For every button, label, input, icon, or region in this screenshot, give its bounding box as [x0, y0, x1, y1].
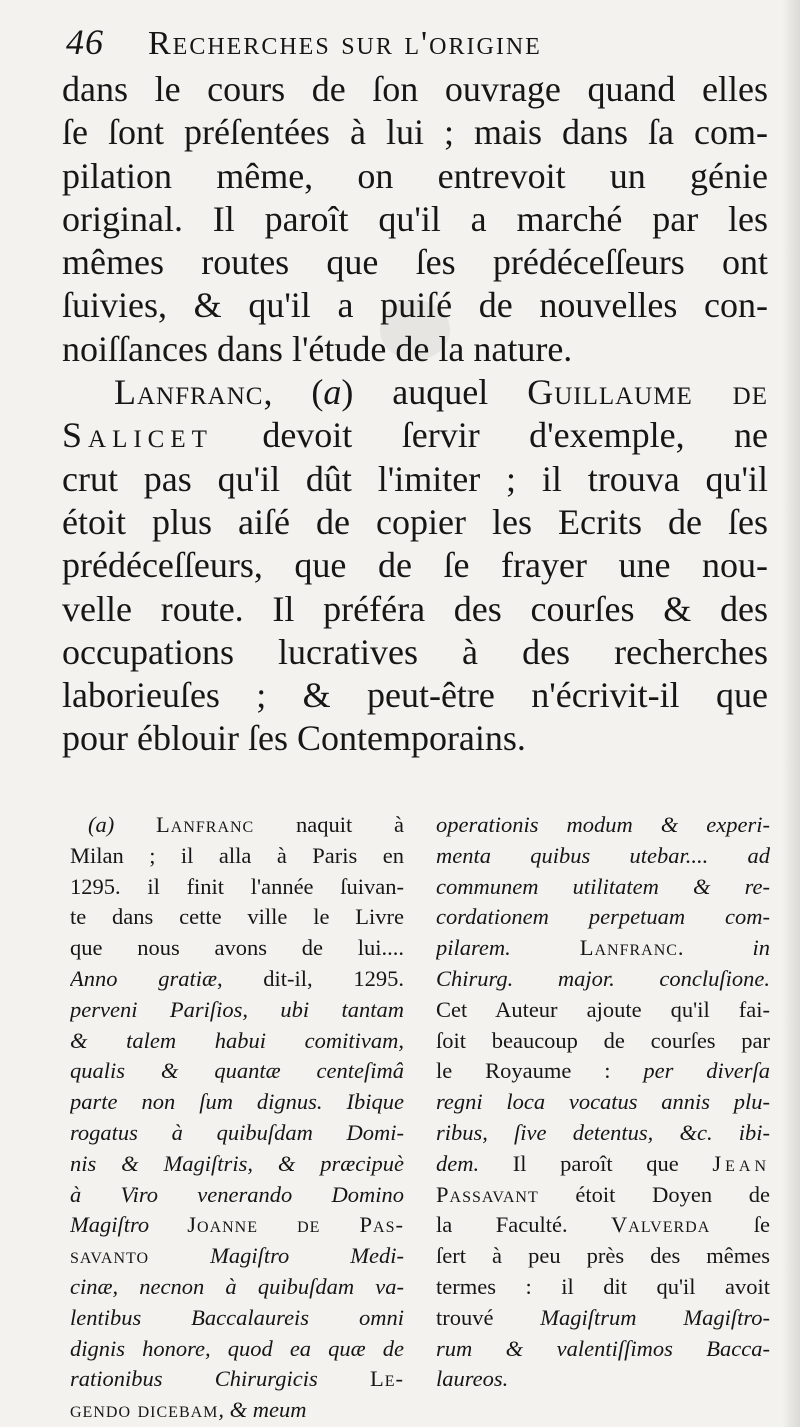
note-line [70, 1364, 404, 1395]
note-line: qualis & quantæ centeſimâ [70, 1058, 404, 1084]
text-run: la Faculté. [436, 1212, 612, 1238]
footnote-ref: a [323, 372, 342, 413]
footnote-column-right [436, 810, 770, 1395]
text-run: , dit-il, 1295. [216, 965, 404, 991]
footnote-column-left [70, 810, 404, 1426]
text-run: ſe [710, 1212, 770, 1238]
note-line: Milan ; il alla à Paris en [70, 842, 404, 868]
note-line [70, 964, 404, 995]
text-line: laborieuſes ; & peut-être n'écrivit-il que [62, 675, 768, 716]
note-line: rogatus à quibuſdam Domi- [70, 1119, 404, 1145]
note-line: operationis modum & experi- [436, 812, 770, 837]
text-run: étoit Doyen de [538, 1181, 770, 1207]
note-line [436, 1303, 770, 1334]
note-line: à Viro venerando Domino [70, 1181, 404, 1207]
note-line: & talem habui comitivam, [70, 1027, 404, 1053]
text-run: gendo dicebam [70, 1397, 219, 1423]
note-line: parte non ſum dignus. Ibique [70, 1089, 404, 1115]
text-line: ſuivies, & qu'il a puiſé de nouvelles con- [62, 285, 768, 326]
page-edge-shadow [782, 0, 800, 1427]
text-run: le Royaume : [436, 1058, 644, 1084]
note-line: communem utilitatem & re- [436, 873, 770, 899]
text-line: velle route. Il préféra des courſes & des [62, 588, 768, 629]
note-line: regni loca vocatus annis plu- [436, 1089, 770, 1115]
text-line: pilation même, on entrevoit un génie [62, 155, 768, 196]
name-passavanto: savanto [70, 1243, 150, 1269]
note-line: lentibus Baccalaureis omni [70, 1304, 404, 1330]
text-run: trouvé [436, 1304, 541, 1330]
name-salicet: Salicet [62, 415, 213, 456]
note-line: rum & valentiſſimos Bacca- [436, 1335, 770, 1361]
text-line: crut pas qu'il dût l'imiter ; il trouva qu'il [62, 458, 768, 499]
text-run: devoit ſervir d'exemple, ne [212, 415, 768, 456]
paragraph-2 [62, 371, 768, 761]
note-line: ribus, ſive detentus, &c. ibi- [436, 1119, 770, 1145]
note-line: que nous avons de lui.... [70, 935, 404, 961]
text-line: mêmes routes que ſes prédéceſſeurs ont [62, 242, 768, 283]
note-line: 1295. il finit l'année ſuivan- [70, 873, 404, 899]
text-run: naquit à [254, 812, 404, 837]
text-run: in [684, 935, 770, 961]
note-line: perveni Pariſios, ubi tantam [70, 996, 404, 1022]
note-line: termes : il dit qu'il avoit [436, 1273, 770, 1299]
note-line [70, 1210, 404, 1241]
text-line: prédéceſſeurs, que de ſe frayer une nou- [62, 545, 768, 586]
text-line [62, 414, 768, 457]
note-line [436, 1056, 770, 1087]
note-line: ſert à peu près des mêmes [436, 1243, 770, 1269]
note-line: laureos. [436, 1366, 509, 1392]
text-line: noiſſances dans l'étude de la nature. [62, 328, 573, 369]
note-line [70, 1241, 404, 1272]
running-head-title: Recherches sur l'origine [148, 25, 542, 62]
text-run: ) auquel [341, 372, 528, 413]
note-line: te dans cette ville le Livre [70, 904, 404, 930]
name-lanfranc: Lanfranc. [510, 935, 685, 961]
name-passavant: Passavant [436, 1181, 539, 1207]
text-run: per diverſa [643, 1058, 770, 1084]
running-header [66, 18, 766, 66]
text-run: Magiſtro Medi- [149, 1243, 404, 1269]
footnote-marker: (a) [88, 812, 157, 837]
note-line: ſoit beaucoup de courſes par [436, 1027, 770, 1053]
text-line: ſe ſont préſentées à lui ; mais dans ſa com- [62, 112, 768, 153]
note-line: nis & Magiſtris, & præcipuè [70, 1150, 404, 1176]
name-guillaume: Guillaume de [527, 372, 768, 413]
text-line: dans le cours de ſon ouvrage quand elles [62, 69, 768, 109]
note-line: Chirurg. major. concluſione. [436, 965, 770, 991]
text-line: pour éblouir ſes Contemporains. [62, 718, 526, 759]
note-line: cordationem perpetuam com- [436, 904, 770, 930]
text-run: Anno gratiæ [70, 965, 217, 991]
page-number: 46 [66, 22, 104, 62]
text-run: pilarem. [436, 935, 511, 961]
text-run: Magiſtrum Magiſtro- [540, 1304, 770, 1330]
note-line [70, 1395, 404, 1426]
note-line [436, 1210, 770, 1241]
text-line: original. Il paroît qu'il a marché par les [62, 198, 768, 239]
text-run: Il paroît que [479, 1150, 713, 1176]
name-joanne: Joanne de Pas- [187, 1212, 404, 1238]
note-line [436, 1149, 770, 1180]
note-line [70, 810, 404, 841]
text-run: dem. [436, 1150, 480, 1176]
name-valverda: Valverda [611, 1212, 711, 1238]
paragraph-1 [62, 68, 768, 371]
name-jean: Jean [712, 1150, 770, 1176]
text-run: rationibus Chirurgicis [70, 1366, 370, 1392]
text-run: , ( [263, 372, 324, 413]
text-run: Magiſtro [70, 1212, 188, 1238]
main-text [62, 68, 768, 761]
text-run: Le- [369, 1366, 404, 1392]
note-line [436, 1180, 770, 1211]
text-line: étoit plus aiſé de copier les Ecrits de ſes [62, 501, 768, 542]
note-line [436, 933, 770, 964]
text-line [62, 371, 768, 414]
note-line: cinæ, necnon à quibuſdam va- [70, 1273, 404, 1299]
note-line: Cet Auteur ajoute qu'il fai- [436, 996, 770, 1022]
text-line: occupations lucratives à des recherches [62, 631, 768, 672]
name-lanfranc: Lanfranc [156, 812, 255, 837]
note-line: dignis honore, quod ea quæ de [70, 1335, 404, 1361]
text-run: , & meum [218, 1397, 307, 1423]
note-line: menta quibus utebar.... ad [436, 842, 770, 868]
name-lanfranc: Lanfranc [114, 372, 264, 413]
